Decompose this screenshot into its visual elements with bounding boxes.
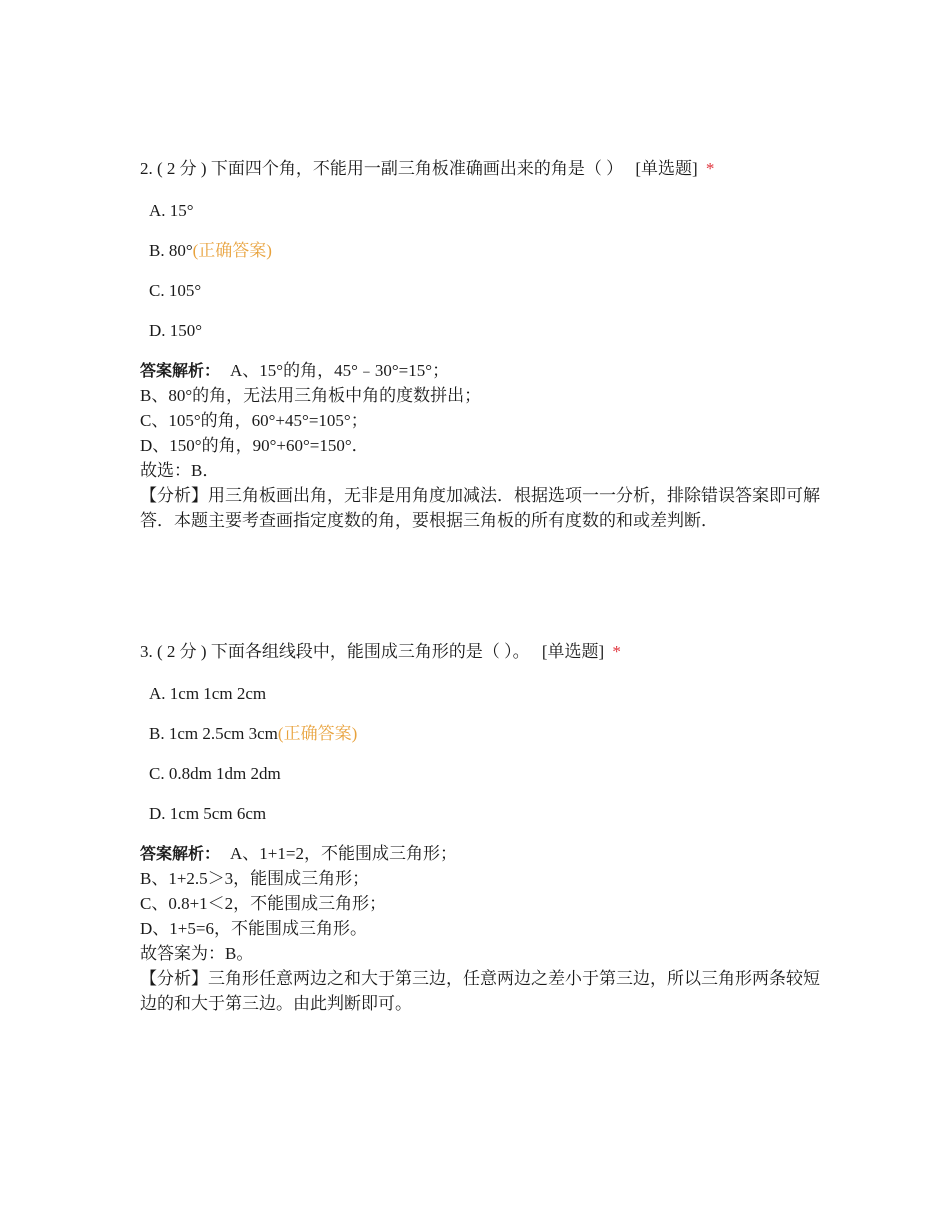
question-number: 3. (140, 642, 153, 661)
option-a[interactable] (149, 200, 820, 240)
analysis-note: 【分析】三角形任意两边之和大于第三边，任意两边之差小于第三边，所以三角形两条较短边的和大于第三边。由此判断即可。 (140, 969, 820, 1013)
analysis-text: A、15°的角，45°﹣30°=15°； (230, 361, 450, 380)
question-title (140, 156, 820, 182)
correct-answer-mark: (正确答案) (192, 241, 272, 260)
analysis-line (140, 841, 820, 866)
question-type: [单选题] (635, 159, 698, 178)
question-text: 下面各组线段中，能围成三角形的是（ ）。 (210, 642, 530, 661)
option-a[interactable] (149, 683, 820, 723)
required-mark: * (612, 642, 621, 661)
question-3 (140, 639, 820, 1016)
analysis-line: 故选：B． (140, 461, 220, 480)
question-title (140, 639, 820, 665)
analysis-line: C、105°的角，60°+45°=105°； (140, 411, 368, 430)
analysis-line: 故答案为：B。 (140, 944, 254, 963)
option-d[interactable] (149, 320, 820, 360)
analysis-line: D、1+5=6，不能围成三角形。 (140, 919, 367, 938)
option-label: B. 1cm 2.5cm 3cm (149, 724, 278, 743)
option-label: A. 1cm 1cm 2cm (149, 684, 267, 703)
option-list (149, 200, 820, 360)
analysis-line (140, 358, 820, 383)
option-label: C. 105° (149, 281, 202, 300)
analysis-note: 【分析】用三角板画出角，无非是用角度加减法．根据选项一一分析，排除错误答案即可解答．本题主要考查画指定度数的角，要根据三角板的所有度数的和或差判断． (140, 486, 820, 530)
question-number: 2. (140, 159, 153, 178)
question-2 (140, 156, 820, 533)
option-label: D. 1cm 5cm 6cm (149, 804, 267, 823)
option-c[interactable] (149, 280, 820, 320)
option-list (149, 683, 820, 843)
option-c[interactable] (149, 763, 820, 803)
analysis-line: D、150°的角，90°+60°=150°． (140, 436, 369, 455)
option-label: C. 0.8dm 1dm 2dm (149, 764, 281, 783)
analysis-text: A、1+1=2，不能围成三角形； (230, 844, 457, 863)
option-label: B. 80° (149, 241, 193, 260)
question-score: ( 2 分 ) (157, 159, 207, 178)
option-d[interactable] (149, 803, 820, 843)
option-b[interactable] (149, 240, 820, 280)
question-text: 下面四个角，不能用一副三角板准确画出来的角是（ ） (210, 159, 624, 178)
option-b[interactable] (149, 723, 820, 763)
correct-answer-mark: (正确答案) (277, 724, 358, 743)
option-label: D. 150° (149, 321, 203, 340)
analysis-line: C、0.8+1＜2，不能围成三角形； (140, 894, 387, 913)
question-type: [单选题] (541, 642, 605, 661)
answer-analysis (140, 358, 820, 533)
question-score: ( 2 分 ) (157, 642, 207, 661)
option-label: A. 15° (149, 201, 194, 220)
analysis-label: 答案解析： (140, 844, 221, 863)
required-mark: * (705, 159, 715, 178)
analysis-line: B、1+2.5＞3，能围成三角形； (140, 869, 370, 888)
answer-analysis (140, 841, 820, 1016)
analysis-line: B、80°的角，无法用三角板中角的度数拼出； (140, 386, 482, 405)
analysis-label: 答案解析： (140, 361, 221, 380)
